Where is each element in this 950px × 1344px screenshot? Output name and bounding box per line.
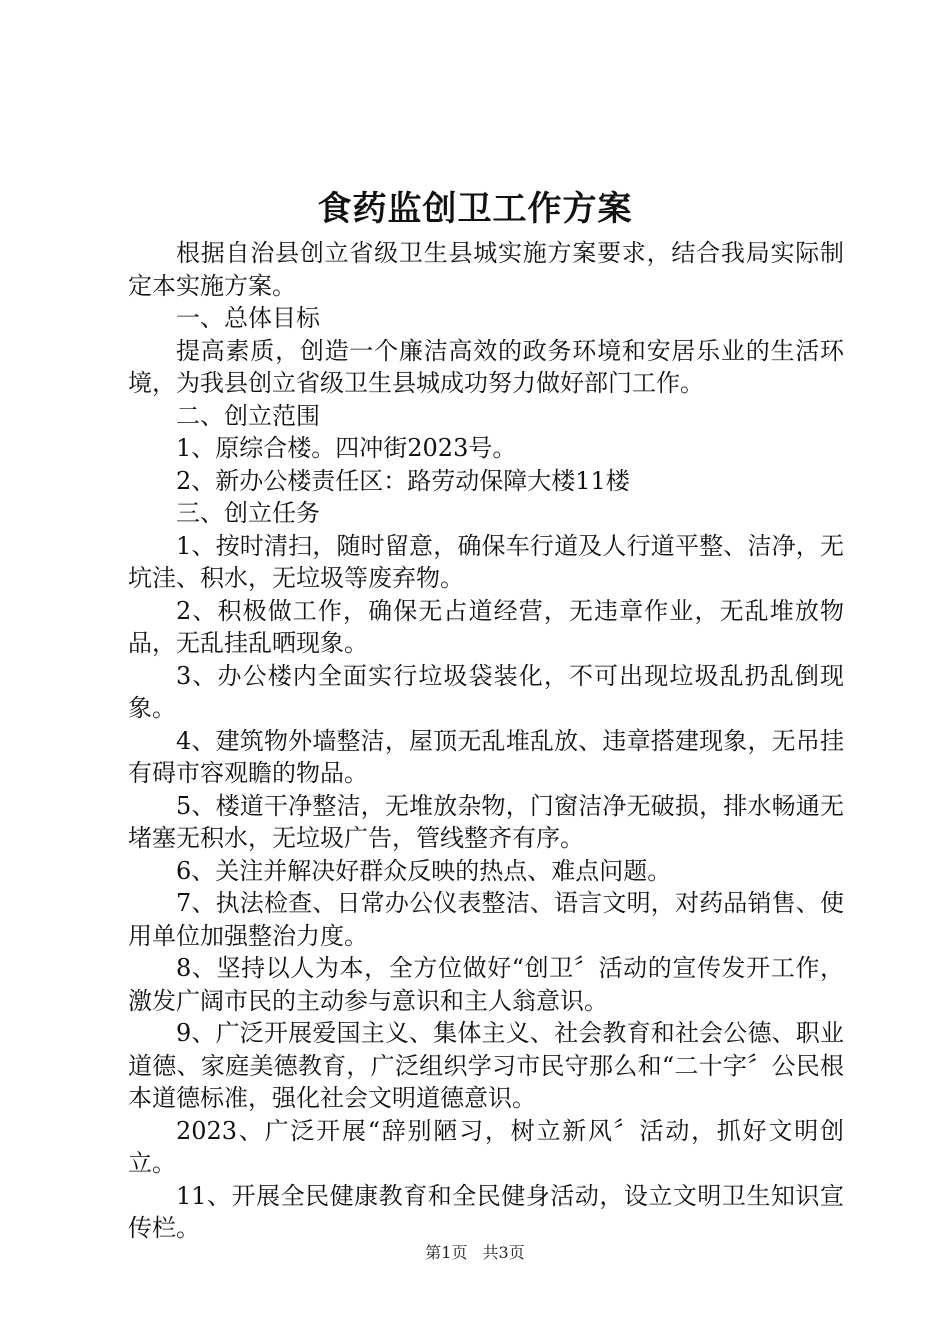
list-item-task-1: 1、按时清扫，随时留意，确保车行道及人行道平整、洁净，无坑洼、积水，无垃圾等废弃物。	[128, 531, 844, 592]
document-body	[128, 237, 844, 1245]
list-item-task-9: 9、广泛开展爱国主义、集体主义、社会教育和社会公德、职业道德、家庭美德教育，广泛组织学习市民守那么和“二十字〞公民根本道德标准，强化社会文明道德意识。	[128, 1019, 844, 1112]
page-number-current: 第1页	[425, 1243, 468, 1262]
list-item-task-3: 3、办公楼内全面实行垃圾袋装化，不可出现垃圾乱扔乱倒现象。	[128, 661, 844, 722]
page-footer	[0, 1241, 950, 1265]
list-item-task-5: 5、楼道干净整洁，无堆放杂物，门窗洁净无破损，排水畅通无堵塞无积水，无垃圾广告，管线整齐有序。	[128, 791, 844, 852]
list-item-task-8: 8、坚持以人为本，全方位做好“创卫〞活动的宣传发开工作，激发广阔市民的主动参与意识和主人翁意识。	[128, 954, 844, 1015]
list-item-task-2: 2、积极做工作，确保无占道经营，无违章作业，无乱堆放物品，无乱挂乱晒现象。	[128, 596, 844, 657]
list-item-task-6: 6、关注并解决好群众反映的热点、难点问题。	[176, 856, 672, 885]
heading-overall-goal: 一、总体目标	[176, 304, 320, 332]
list-item-scope-2: 2、新办公楼责任区：路劳动保障大楼11楼	[176, 466, 630, 495]
paragraph-goal: 提高素质，创造一个廉洁高效的政务环境和安居乐业的生活环境，为我县创立省级卫生县城成功努力做好部门工作。	[128, 336, 844, 397]
list-item-task-10: 2023、广泛开展“辞别陋习，树立新风〞活动，抓好文明创立。	[128, 1116, 844, 1177]
paragraph-intro: 根据自治县创立省级卫生县城实施方案要求，结合我局实际制定本实施方案。	[128, 239, 844, 300]
list-item-task-7: 7、执法检查、日常办公仪表整洁、语言文明，对药品销售、使用单位加强整治力度。	[128, 889, 844, 950]
heading-tasks: 三、创立任务	[176, 499, 320, 527]
page-number-total: 共3页	[482, 1243, 525, 1262]
list-item-task-4: 4、建筑物外墙整洁，屋顶无乱堆乱放、违章搭建现象，无吊挂有碍市容观瞻的物品。	[128, 726, 844, 787]
list-item-task-11: 11、开展全民健康教育和全民健身活动，设立文明卫生知识宣传栏。	[128, 1181, 844, 1242]
document-title: 食药监创卫工作方案	[317, 189, 633, 229]
list-item-scope-1: 1、原综合楼。四冲街2023号。	[176, 434, 517, 462]
heading-scope: 二、创立范围	[176, 401, 320, 430]
